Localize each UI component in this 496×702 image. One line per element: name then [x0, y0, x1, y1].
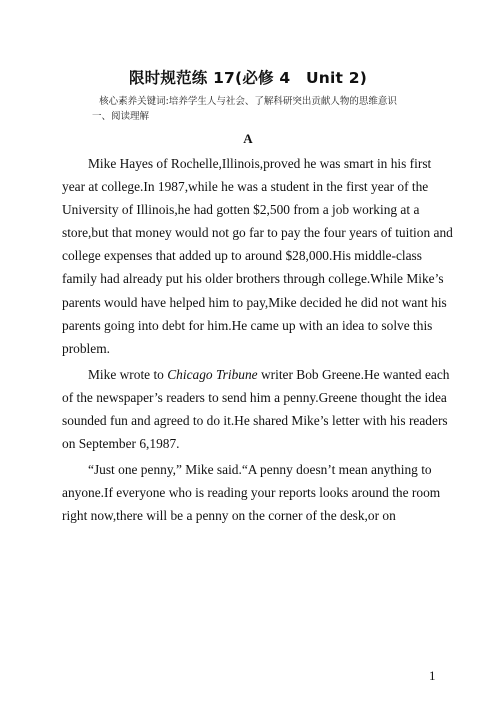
page-subtitle: 核心素养关键词:培养学生人与社会、了解科研突出贡献人物的思维意识 — [99, 96, 397, 107]
paragraph-2 — [62, 363, 455, 455]
passage-label: A — [243, 131, 253, 146]
page-number: 1 — [429, 668, 436, 683]
paragraph-2-start: Mike wrote to — [88, 366, 168, 382]
paragraph-2-rest: writer Bob Greene.He wanted each of the newspaper’s readers to send him a penny.Greene thought the idea sounded fun and agreed to do it.He shared Mike’s letter with his readers on September 6,1987. — [62, 366, 450, 452]
paragraph-3: “Just one penny,” Mike said.“A penny doesn’t mean anything to anyone.If everyone who is reading your reports looks around the room right now,there will be a penny on the corner of the desk,or on — [62, 462, 441, 524]
page-title: 限时规范练 17(必修 4 Unit 2) — [128, 69, 368, 87]
newspaper-name: Chicago Tribune — [167, 366, 258, 382]
section-heading: 一、阅读理解 — [92, 111, 150, 122]
paragraph-1: Mike Hayes of Rochelle,Illinois,proved he was smart in his first year at college.In 1987,while he was a student in the first year of the University of Illinois,he had gotten $2,500 from a job working at a store,but that money would not go far to pay the four years of tuition and college expenses that added up to around $28,000.His middle-class family had already put his older brothers through college.While Mike’s parents would have helped him to pay,Mike decided he did not want his parents going into debt for him.He came up with an idea to solve this problem. — [62, 156, 453, 356]
passage-body — [62, 152, 455, 531]
